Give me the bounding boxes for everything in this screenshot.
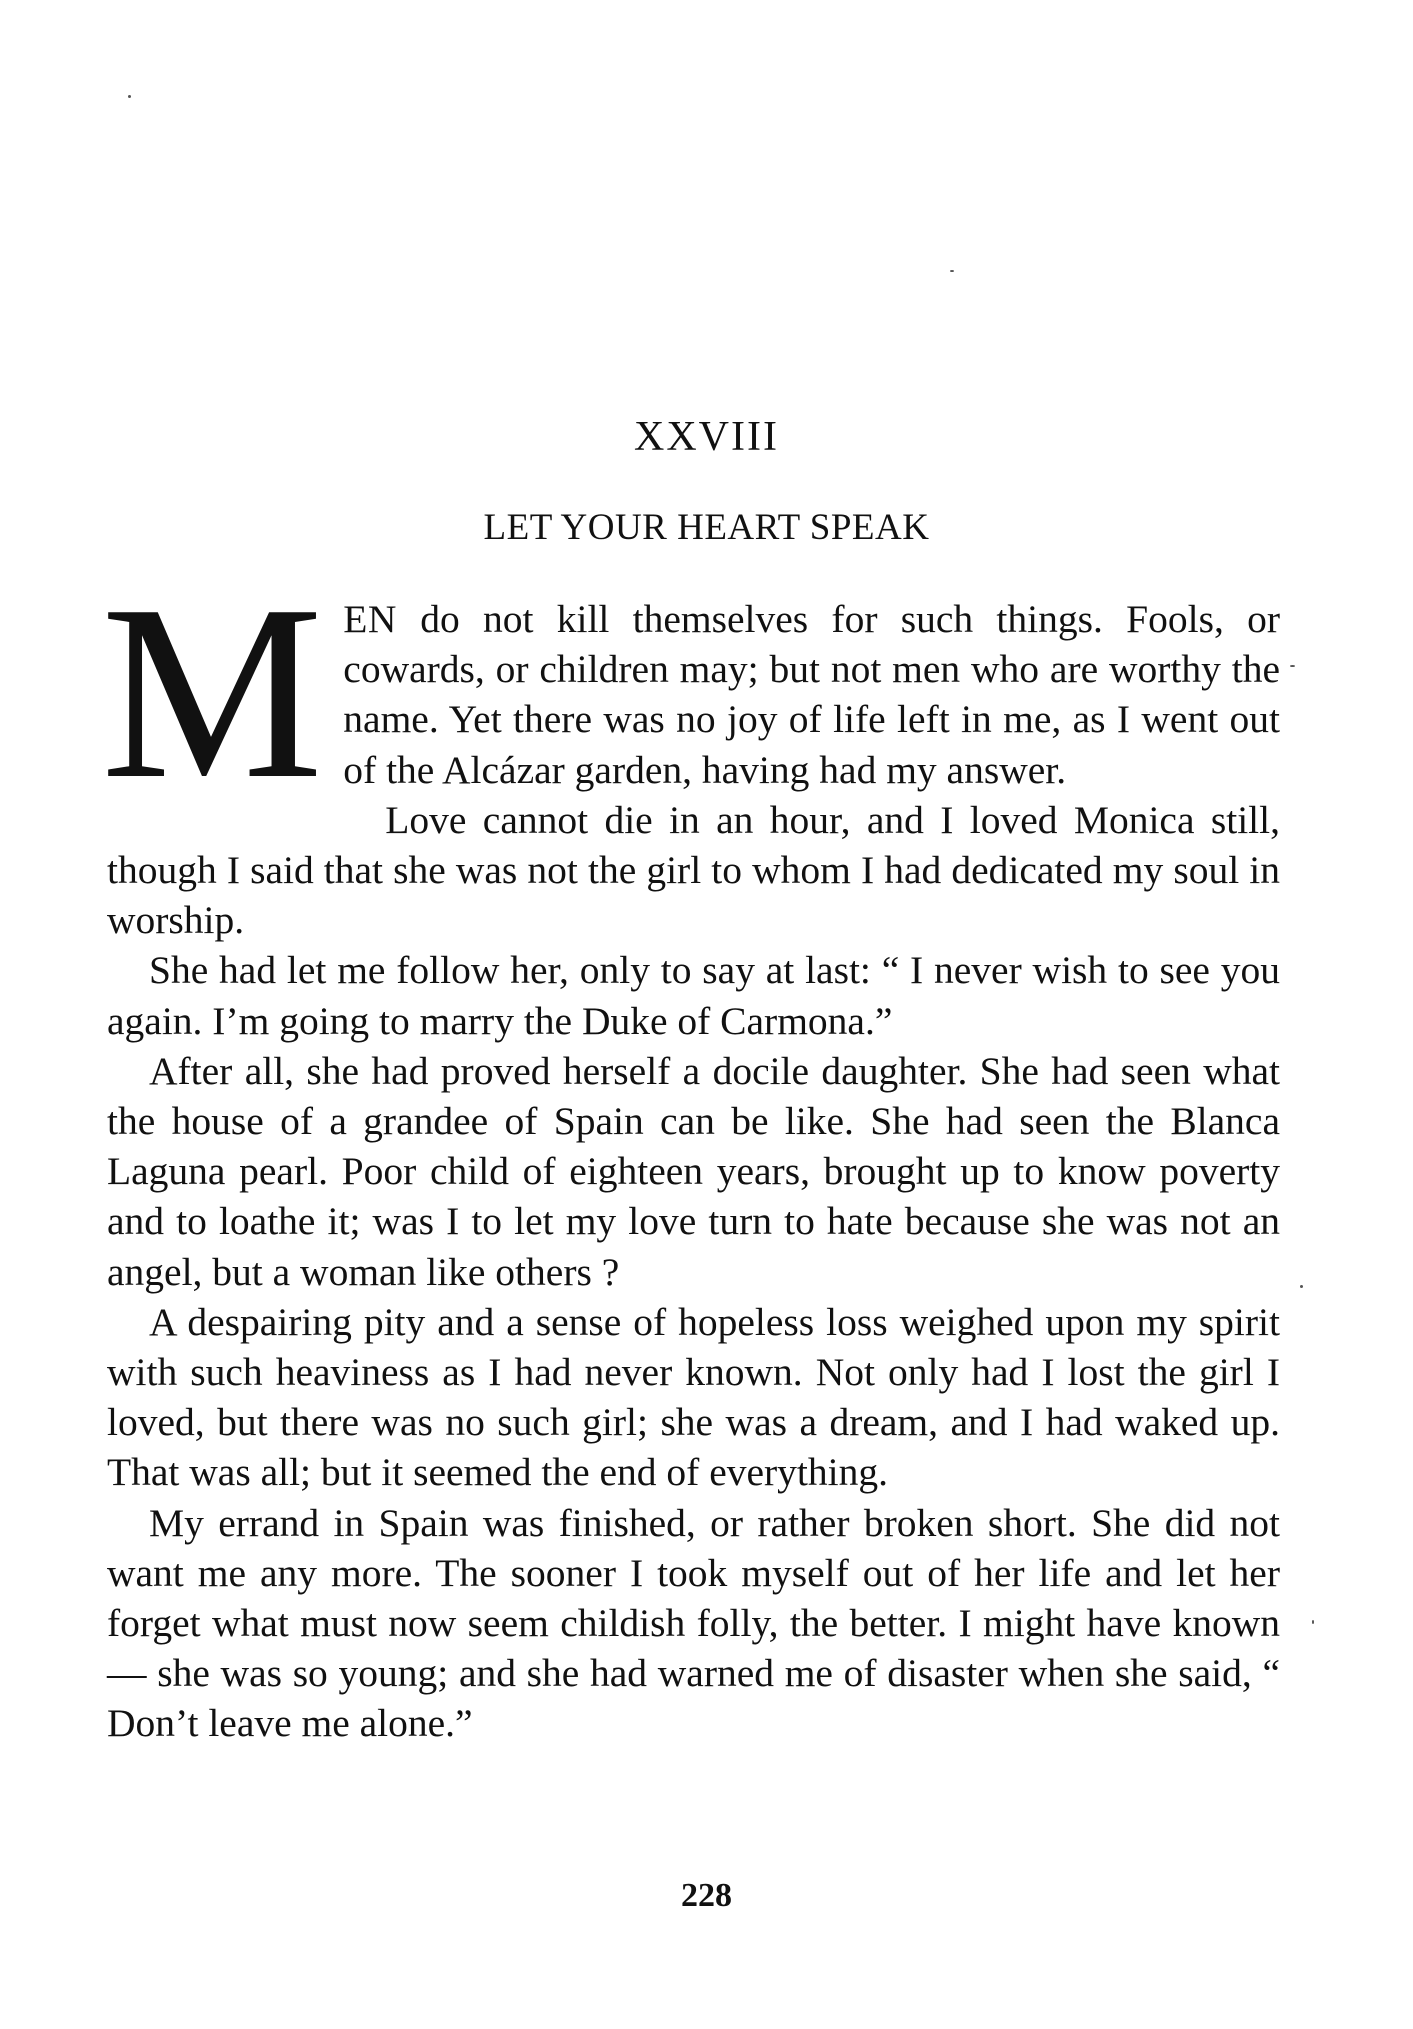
- scan-speck: [1290, 665, 1295, 667]
- body-text: [101, 554, 1280, 1749]
- opening-first-word: EN: [343, 597, 397, 641]
- scan-speck: [128, 95, 131, 98]
- opening-paragraph: [101, 554, 1280, 831]
- chapter-number: XXVIII: [634, 414, 779, 460]
- scan-speck: [950, 270, 954, 272]
- chapter-title: LET YOUR HEART SPEAK: [483, 507, 930, 548]
- paragraph: After all, she had proved herself a docile daughter. She had seen what the house of a grandee of Spain can be like. She had seen the Blanca Laguna pearl. Poor child of eighteen years, brought up to know poverty and to loathe it; was I to let my love turn to hate because she was not an angel, but a woman like others ?: [107, 1048, 1280, 1294]
- scan-speck: [1312, 1620, 1314, 1624]
- scan-speck: [1300, 1285, 1303, 1288]
- paragraph: A despairing pity and a sense of hopeless loss weighed upon my spirit with such heaviness as I had never known. Not only had I lost the girl I loved, but there was no such girl; she was a dream, and I had waked up. That was all; but it seemed the end of everything.: [107, 1299, 1280, 1495]
- page-number: 228: [681, 1877, 732, 1914]
- paragraph: My errand in Spain was finished, or rather broken short. She did not want me any more. The sooner I took myself out of her life and let her forget what must now seem childish folly, the better. I might have known — she was so young; and she had warned me of disaster when she said, “ Don’t leave me alone.”: [107, 1500, 1280, 1746]
- paragraph: Love cannot die in an hour, and I loved Monica still, though I said that she was not the girl to whom I had dedicated my soul in worship.: [107, 797, 1280, 943]
- drop-cap: M: [101, 554, 324, 831]
- opening-text: do not kill themselves for such things. Fools, or cowards, or children may; but not men who are worthy the name. Yet there was no joy of life left in me, as I went out of the Alcázar garden, having had my answer.: [343, 597, 1280, 792]
- paragraph: She had let me follow her, only to say at last: “ I never wish to see you again. I’m going to marry the Duke of Carmona.”: [107, 948, 1280, 1043]
